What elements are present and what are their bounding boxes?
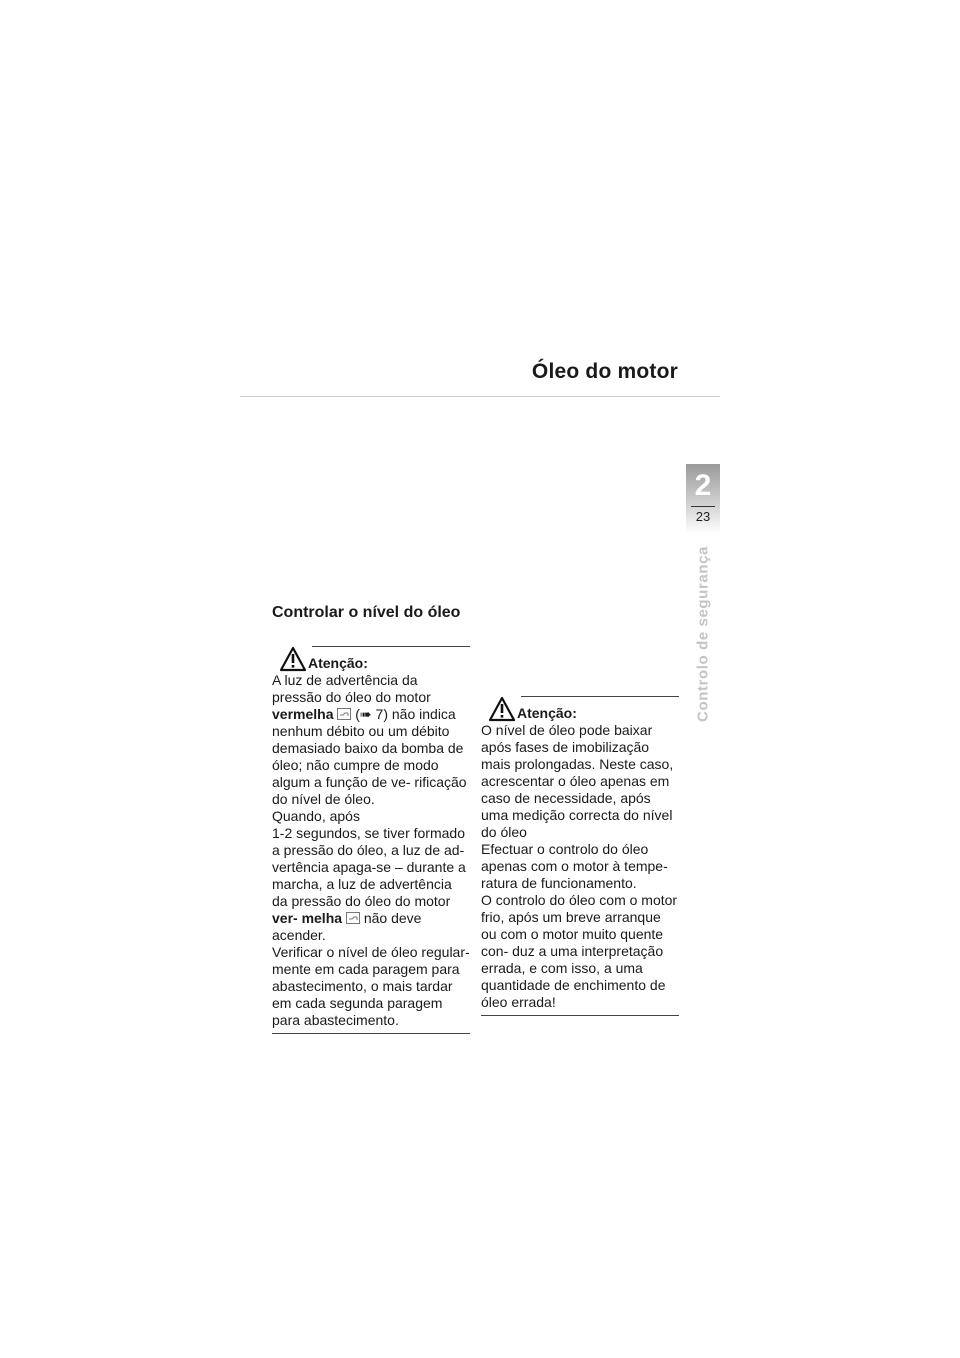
oil-pressure-icon [337,708,351,720]
warning-block-oil-pressure [272,646,470,1034]
chapter-divider [691,506,715,507]
section-heading: Controlar o nível do óleo [272,604,461,621]
warning-top-rule [312,646,470,647]
warning-label: Atenção: [308,655,368,671]
chapter-number: 2 [694,469,712,502]
page-title: Óleo do motor [531,360,678,383]
warning-bottom-rule [481,1015,679,1016]
warning-text-part: Efectuar o controlo do óleo apenas com o motor à tempe- ratura de funcionamento. [481,841,668,891]
warning-icon [279,646,307,672]
warning-emphasis: ver- melha [272,910,343,926]
warning-text-part: 1-2 segundos, se tiver formado a pressão do óleo, a luz de ad- vertência apaga-se – durante a marcha, a luz de advertência da pressão do óleo do motor [272,825,466,909]
warning-header [272,646,470,672]
warning-text-part: (➠ 7) não indica nenhum débito ou um débito demasiado baixo da bomba de óleo; não cumpre de modo algum a função de ve- rificação do nível de óleo. [272,706,467,807]
oil-pressure-icon [346,912,360,924]
header-divider [240,396,720,397]
warning-text [481,722,679,1011]
warning-text-part: Verificar o nível de óleo regular- mente em cada paragem para abastecimento, o mais tardar em cada segunda paragem para abastecimento. [272,944,470,1028]
warning-bottom-rule [272,1033,470,1034]
warning-header [481,696,679,722]
warning-emphasis: vermelha [272,706,334,722]
warning-text-part: A luz de advertência da pressão do óleo do motor [272,672,431,705]
chapter-side-label: Controlo de segurança [694,546,712,722]
warning-text-part: não deve acender. [272,910,422,943]
chapter-tab [686,464,720,534]
warning-block-oil-level [481,696,679,1016]
warning-text-part: O nível de óleo pode baixar após fases de imobilização mais prolongadas. Neste caso, acrescentar o óleo apenas em caso de necessidade, após uma medição correcta do nível do óleo [481,722,674,840]
warning-text-part: O controlo do óleo com o motor frio, após um breve arranque ou com o motor muito quente con- duz a uma interpretação errada, e com isso, a uma quantidade de enchimento de óleo errada! [481,892,678,1010]
warning-label: Atenção: [517,705,577,721]
warning-text-part: Quando, após [272,808,360,824]
warning-icon [488,696,516,722]
warning-top-rule [521,696,679,697]
warning-text [272,672,470,1029]
page-number: 23 [695,509,711,524]
